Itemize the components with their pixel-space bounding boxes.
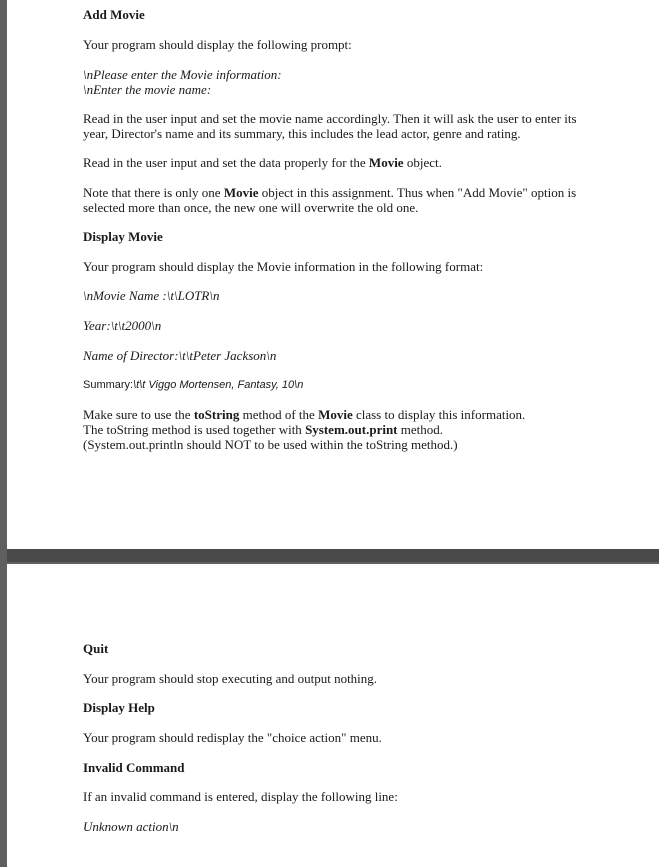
prompt-line-1: \nPlease enter the Movie information:: [83, 67, 282, 82]
format-summary: [83, 378, 583, 393]
summary-value: \t\t Viggo Mortensen, Fantasy, 10\n: [133, 379, 304, 391]
note-post: object in this assignment. Thus when "Add Movie" option is: [258, 185, 577, 200]
tostring-keyword: toString: [193, 407, 240, 422]
page-shadow: [7, 549, 659, 562]
quit-heading: Quit: [83, 641, 109, 656]
read-data-paragraph: [83, 155, 583, 170]
quit-text: Your program should stop executing and output nothing.: [83, 671, 378, 686]
tostring-line-2: [83, 422, 583, 437]
movie-keyword: Movie: [318, 407, 353, 422]
tostring-mid: method of the: [239, 407, 319, 422]
prompt-intro: Your program should display the following prompt:: [83, 37, 352, 52]
note-line-1: [83, 185, 583, 200]
prompt-line-2: \nEnter the movie name:: [83, 82, 212, 97]
note-pre: Note that there is only one: [83, 185, 224, 200]
display-help-text: Your program should redisplay the "choice action" menu.: [83, 730, 382, 745]
movie-keyword: Movie: [223, 185, 259, 200]
tostring-line2-post: method.: [397, 422, 444, 437]
format-year: Year:\t\t2000\n: [83, 318, 162, 333]
display-intro: Your program should display the Movie information in the following format:: [83, 259, 484, 274]
tostring-post: class to display this information.: [352, 407, 526, 422]
summary-label: Summary:: [83, 379, 134, 391]
invalid-command-output: Unknown action\n: [83, 819, 179, 834]
movie-keyword: Movie: [368, 155, 404, 170]
format-director: Name of Director:\t\tPeter Jackson\n: [83, 348, 277, 363]
note-line-2: selected more than once, the new one will overwrite the old one.: [83, 200, 419, 215]
invalid-command-heading: Invalid Command: [83, 760, 185, 775]
tostring-line2-pre: The toString method is used together with: [83, 422, 306, 437]
add-movie-heading: Add Movie: [83, 7, 145, 22]
page-gap: [0, 549, 659, 564]
read-paragraph-line-2: year, Director's name and its summary, this includes the lead actor, genre and rating.: [83, 126, 521, 141]
format-movie-name: \nMovie Name :\t\LOTR\n: [83, 288, 220, 303]
tostring-line-3: (System.out.println should NOT to be used within the toString method.): [83, 437, 458, 452]
document-page-2: [7, 564, 659, 867]
document-page-1: [7, 0, 659, 549]
display-movie-heading: Display Movie: [83, 229, 163, 244]
invalid-command-text: If an invalid command is entered, display the following line:: [83, 789, 398, 804]
display-help-heading: Display Help: [83, 700, 155, 715]
tostring-pre: Make sure to use the: [83, 407, 194, 422]
read-paragraph-line-1: Read in the user input and set the movie name accordingly. Then it will ask the user to enter its: [83, 111, 577, 126]
tostring-line-1: [83, 407, 583, 422]
read-data-post: object.: [403, 155, 442, 170]
read-data-pre: Read in the user input and set the data properly for the: [83, 155, 369, 170]
system-print-keyword: System.out.print: [305, 422, 398, 437]
